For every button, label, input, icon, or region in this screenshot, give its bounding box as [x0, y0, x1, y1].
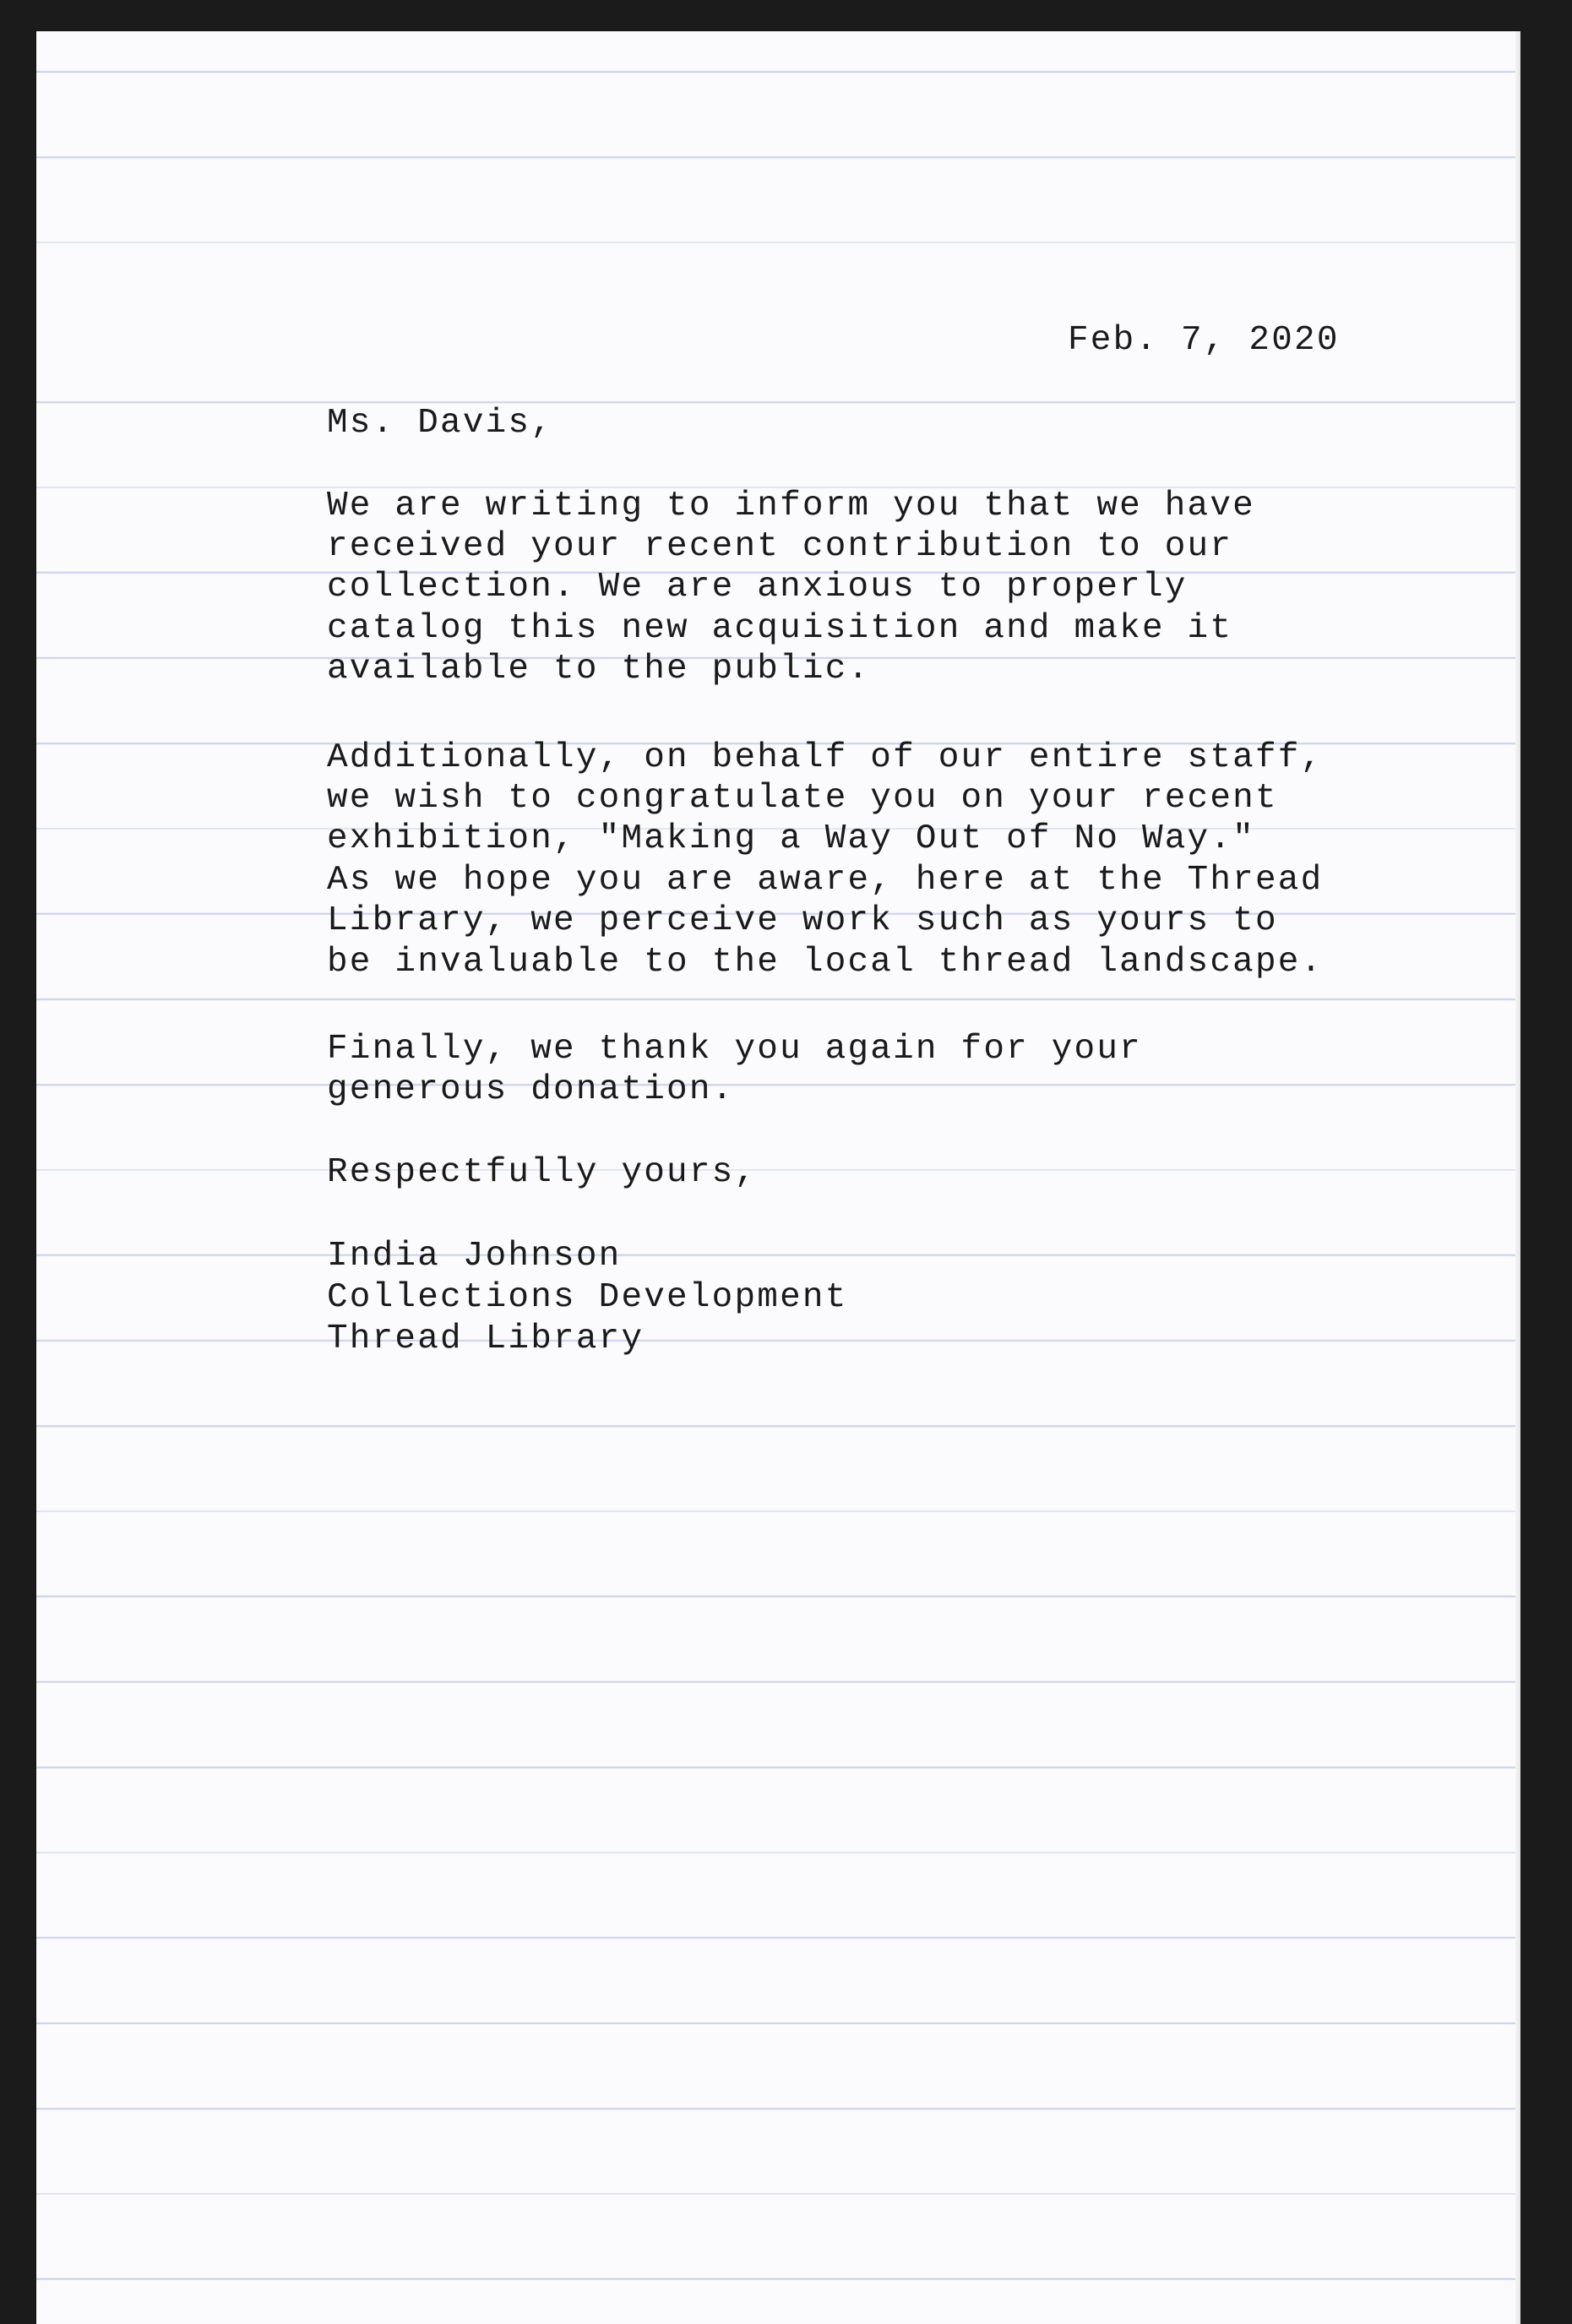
paragraph-1-line-3: collection. We are anxious to properly [327, 568, 1188, 607]
paragraph-1-line-1: We are writing to inform you that we have [327, 487, 1255, 525]
paragraph-2-line-5: Library, we perceive work such as yours to [327, 901, 1278, 940]
paragraph-2-line-1: Additionally, on behalf of our entire staff, [327, 738, 1324, 777]
paragraph-2-line-2: we wish to congratulate you on your recent [327, 779, 1278, 818]
paper-edge [1515, 31, 1520, 2324]
paragraph-3-line-2: generous donation. [327, 1070, 735, 1109]
signature-department: Collections Development [327, 1278, 848, 1317]
paragraph-2-line-6: be invaluable to the local thread landscape. [327, 943, 1324, 982]
salutation: Ms. Davis, [327, 404, 554, 443]
paragraph-1-line-2: received your recent contribution to our [327, 527, 1233, 566]
signature-organization: Thread Library [327, 1320, 645, 1358]
paragraph-1-line-5: available to the public. [327, 650, 871, 688]
letter-page [36, 31, 1520, 2324]
paragraph-3-line-1: Finally, we thank you again for your [327, 1030, 1142, 1069]
paragraph-1-line-4: catalog this new acquisition and make it [327, 609, 1233, 648]
letter-date: Feb. 7, 2020 [1068, 321, 1340, 360]
closing: Respectfully yours, [327, 1153, 758, 1192]
paragraph-2-line-4: As we hope you are aware, here at the Thread [327, 861, 1324, 900]
paragraph-2-line-3: exhibition, "Making a Way Out of No Way." [327, 819, 1255, 858]
signature-name: India Johnson [327, 1237, 622, 1276]
